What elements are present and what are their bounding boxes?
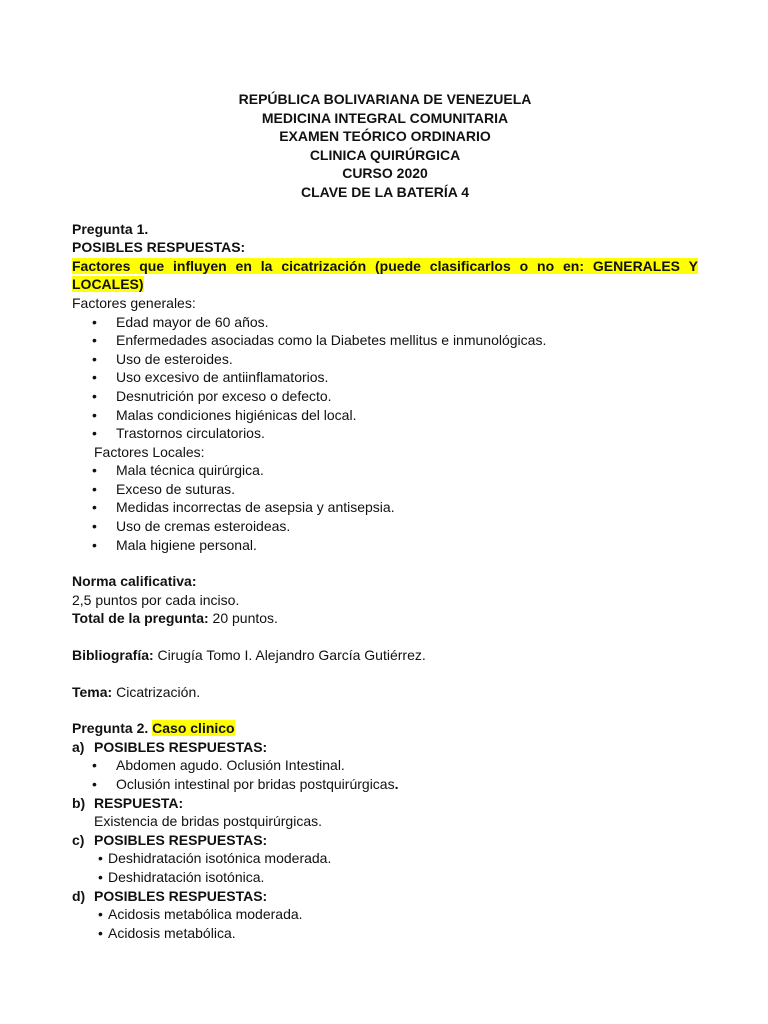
list-item: • Uso excesivo de antiinflamatorios. xyxy=(92,368,698,387)
section-a-list xyxy=(72,756,698,793)
norma-text: 2,5 puntos por cada inciso. xyxy=(72,591,240,608)
section-d: d) POSIBLES RESPUESTAS: xyxy=(72,887,268,904)
section-c-list xyxy=(72,849,698,886)
list-item: • Acidosis metabólica moderada. xyxy=(96,905,698,924)
local-factors-label: Factores Locales: xyxy=(94,443,205,460)
list-item: • Abdomen agudo. Oclusión Intestinal. xyxy=(92,756,698,775)
total-label: Total de la pregunta: xyxy=(72,610,209,627)
header-line-1: REPÚBLICA BOLIVARIANA DE VENEZUELA xyxy=(238,91,532,107)
bibliography-text: Cirugía Tomo I. Alejandro García Gutiérrez. xyxy=(153,647,426,664)
header-line-5: CURSO 2020 xyxy=(342,165,428,182)
list-item: • Acidosis metabólica. xyxy=(96,924,698,943)
header-line-6: CLAVE DE LA BATERÍA 4 xyxy=(300,183,469,200)
tema-line xyxy=(72,683,698,702)
list-item: • Deshidratación isotónica moderada. xyxy=(96,849,698,868)
document-header xyxy=(72,90,698,202)
header-line-4: CLINICA QUIRÚRGICA xyxy=(309,146,461,163)
header-line-2: MEDICINA INTEGRAL COMUNITARIA xyxy=(261,109,509,126)
section-c: c) POSIBLES RESPUESTAS: xyxy=(72,831,268,848)
question-2-title: Pregunta 2. Caso clinico xyxy=(72,720,235,737)
list-item: • Uso de cremas esteroideas. xyxy=(92,517,698,536)
question-1 xyxy=(72,220,698,702)
section-b: b) RESPUESTA: xyxy=(72,794,184,811)
local-factors-list xyxy=(72,461,698,554)
list-item: • Enfermedades asociadas como la Diabetes mellitus e inmunológicas. xyxy=(92,331,698,350)
section-d-list xyxy=(72,905,698,942)
question-1-answers-label: POSIBLES RESPUESTAS: xyxy=(72,239,246,256)
section-b-text: Existencia de bridas postquirúrgicas. xyxy=(94,813,323,830)
list-item: • Deshidratación isotónica. xyxy=(96,868,698,887)
total-text: 20 puntos. xyxy=(208,610,278,627)
question-2 xyxy=(72,719,698,942)
bibliography-line xyxy=(72,646,698,665)
question-2-title-highlight: Caso clinico xyxy=(152,720,235,737)
tema-label: Tema: xyxy=(72,683,113,700)
general-factors-list xyxy=(72,313,698,443)
question-1-highlight: Factores que influyen en la cicatrización (puede clasificarlos o no en: GENERALES Y LOCALES) xyxy=(72,257,698,293)
general-factors-label: Factores generales: xyxy=(72,294,196,311)
list-item: • Edad mayor de 60 años. xyxy=(92,313,698,332)
tema-text: Cicatrización. xyxy=(112,683,201,700)
list-item: • Trastornos circulatorios. xyxy=(92,424,698,443)
list-item: • Exceso de suturas. xyxy=(92,480,698,499)
list-item: • Mala técnica quirúrgica. xyxy=(92,461,698,480)
list-item: • Uso de esteroides. xyxy=(92,350,698,369)
norma-label: Norma calificativa: xyxy=(72,573,197,590)
list-item: • Medidas incorrectas de asepsia y antisepsia. xyxy=(92,498,698,517)
list-item: • Malas condiciones higiénicas del local. xyxy=(92,406,698,425)
question-1-title: Pregunta 1. xyxy=(72,220,149,237)
header-line-3: EXAMEN TEÓRICO ORDINARIO xyxy=(279,128,491,145)
total-line xyxy=(72,609,698,628)
list-item: • Mala higiene personal. xyxy=(92,536,698,555)
list-item: • Desnutrición por exceso o defecto. xyxy=(92,387,698,406)
list-item: • Oclusión intestinal por bridas postquirúrgicas. xyxy=(92,775,698,794)
bibliography-label: Bibliografía: xyxy=(72,647,154,664)
section-a: a) POSIBLES RESPUESTAS: xyxy=(72,738,268,755)
